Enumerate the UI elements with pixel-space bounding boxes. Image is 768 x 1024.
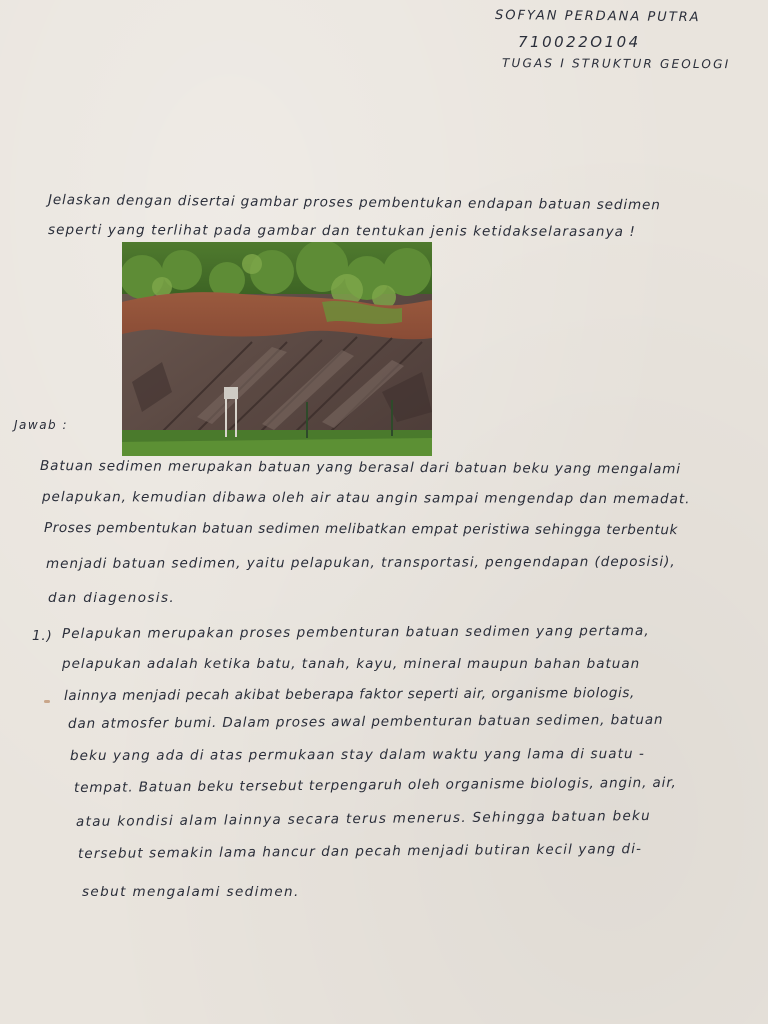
question-line-2: seperti yang terlihat pada gambar dan tentukan jenis ketidakselarasanya !	[47, 222, 636, 241]
paragraph1-line-4: menjadi batuan sedimen, yaitu pelapukan, transportasi, pengendapan (deposisi),	[45, 553, 676, 572]
point1-line-2: pelapukan adalah ketika batu, tanah, kayu, mineral maupun bahan batuan	[62, 656, 641, 672]
paragraph1-line-2: pelapukan, kemudian dibawa oleh air atau angin sampai mengendap dan memadat.	[41, 489, 691, 508]
assignment-title: TUGAS I STRUKTUR GEOLOGI	[501, 56, 731, 72]
point1-line-6: tempat. Batuan beku tersebut terpengaruh oleh organisme biologis, angin, air,	[73, 774, 677, 796]
point1-line-7: atau kondisi alam lainnya secara terus menerus. Sehingga batuan beku	[75, 807, 652, 830]
student-name: SOFYAN PERDANA PUTRA	[494, 8, 701, 26]
paragraph1-line-3: Proses pembentukan batuan sedimen melibatkan empat peristiwa sehingga terbentuk	[43, 520, 678, 539]
point1-line-5: beku yang ada di atas permukaan stay dalam waktu yang lama di suatu -	[69, 745, 646, 764]
student-id: 710022O104	[518, 33, 641, 51]
point1-line-4: dan atmosfer bumi. Dalam proses awal pembenturan batuan sedimen, batuan	[67, 711, 664, 732]
point1-line-3: lainnya menjadi pecah akibat beberapa faktor seperti air, organisme biologis,	[63, 685, 635, 704]
question-line-1: Jelaskan dengan disertai gambar proses pembentukan endapan batuan sedimen	[47, 192, 661, 214]
paragraph1-line-5: dan diagenosis.	[48, 590, 176, 606]
point1-line-1: Pelapukan merupakan proses pembenturan batuan sedimen yang pertama,	[61, 622, 650, 642]
stray-mark	[44, 700, 50, 703]
point1-number: 1.)	[32, 628, 53, 644]
point1-line-9: sebut mengalami sedimen.	[82, 884, 300, 900]
answer-label: Jawab :	[14, 418, 69, 432]
point1-line-8: tersebut semakin lama hancur dan pecah menjadi butiran kecil yang di-	[77, 841, 643, 862]
paragraph1-line-1: Batuan sedimen merupakan batuan yang berasal dari batuan beku yang mengalami	[39, 458, 682, 478]
outcrop-photo	[122, 242, 432, 456]
